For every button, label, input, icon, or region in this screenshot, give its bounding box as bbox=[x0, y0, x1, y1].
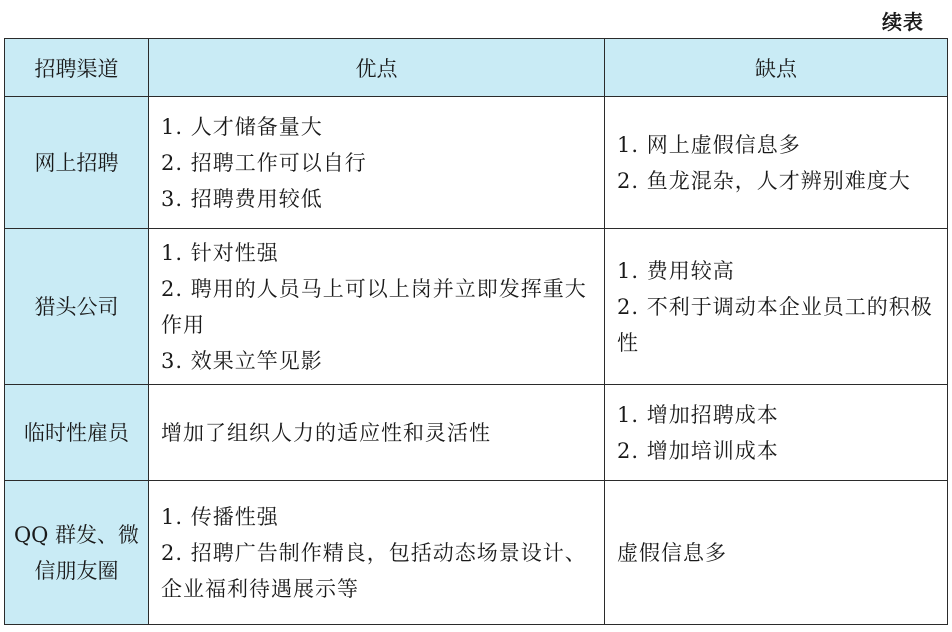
pros-line: 1. 人才储备量大 bbox=[161, 114, 323, 139]
header-pros: 优点 bbox=[149, 39, 605, 97]
pros-cell bbox=[149, 229, 605, 385]
header-row bbox=[5, 39, 948, 97]
cons-line: 2. 增加培训成本 bbox=[617, 438, 779, 463]
channel-cell: 猎头公司 bbox=[5, 229, 149, 385]
pros-cell bbox=[149, 97, 605, 229]
table-row bbox=[5, 481, 948, 625]
table-row bbox=[5, 385, 948, 481]
channel-cell: 网上招聘 bbox=[5, 97, 149, 229]
cons-line: 1. 网上虚假信息多 bbox=[617, 132, 801, 157]
pros-line: 2. 聘用的人员马上可以上岗并立即发挥重大作用 bbox=[161, 276, 587, 337]
cons-line: 2. 鱼龙混杂，人才辨别难度大 bbox=[617, 168, 911, 193]
cons-line: 1. 增加招聘成本 bbox=[617, 402, 779, 427]
cons-line: 2. 不利于调动本企业员工的积极性 bbox=[617, 294, 933, 355]
cons-line: 虚假信息多 bbox=[617, 540, 727, 565]
recruitment-channels-table bbox=[4, 38, 948, 625]
pros-line: 3. 效果立竿见影 bbox=[161, 348, 323, 373]
pros-line: 1. 针对性强 bbox=[161, 240, 279, 265]
table-row bbox=[5, 229, 948, 385]
header-cons: 缺点 bbox=[605, 39, 948, 97]
channel-cell: QQ 群发、微信朋友圈 bbox=[5, 481, 149, 625]
pros-line: 2. 招聘广告制作精良，包括动态场景设计、企业福利待遇展示等 bbox=[161, 540, 587, 601]
channel-cell: 临时性雇员 bbox=[5, 385, 149, 481]
table-row bbox=[5, 97, 948, 229]
pros-line: 1. 传播性强 bbox=[161, 504, 279, 529]
pros-cell bbox=[149, 385, 605, 481]
pros-line: 3. 招聘费用较低 bbox=[161, 186, 323, 211]
cons-cell bbox=[605, 97, 948, 229]
cons-line: 1. 费用较高 bbox=[617, 258, 735, 283]
pros-line: 2. 招聘工作可以自行 bbox=[161, 150, 367, 175]
pros-line: 增加了组织人力的适应性和灵活性 bbox=[161, 420, 491, 445]
cons-cell bbox=[605, 481, 948, 625]
pros-cell bbox=[149, 481, 605, 625]
continued-table-label: 续表 bbox=[882, 10, 924, 34]
cons-cell bbox=[605, 385, 948, 481]
cons-cell bbox=[605, 229, 948, 385]
header-channel: 招聘渠道 bbox=[5, 39, 149, 97]
